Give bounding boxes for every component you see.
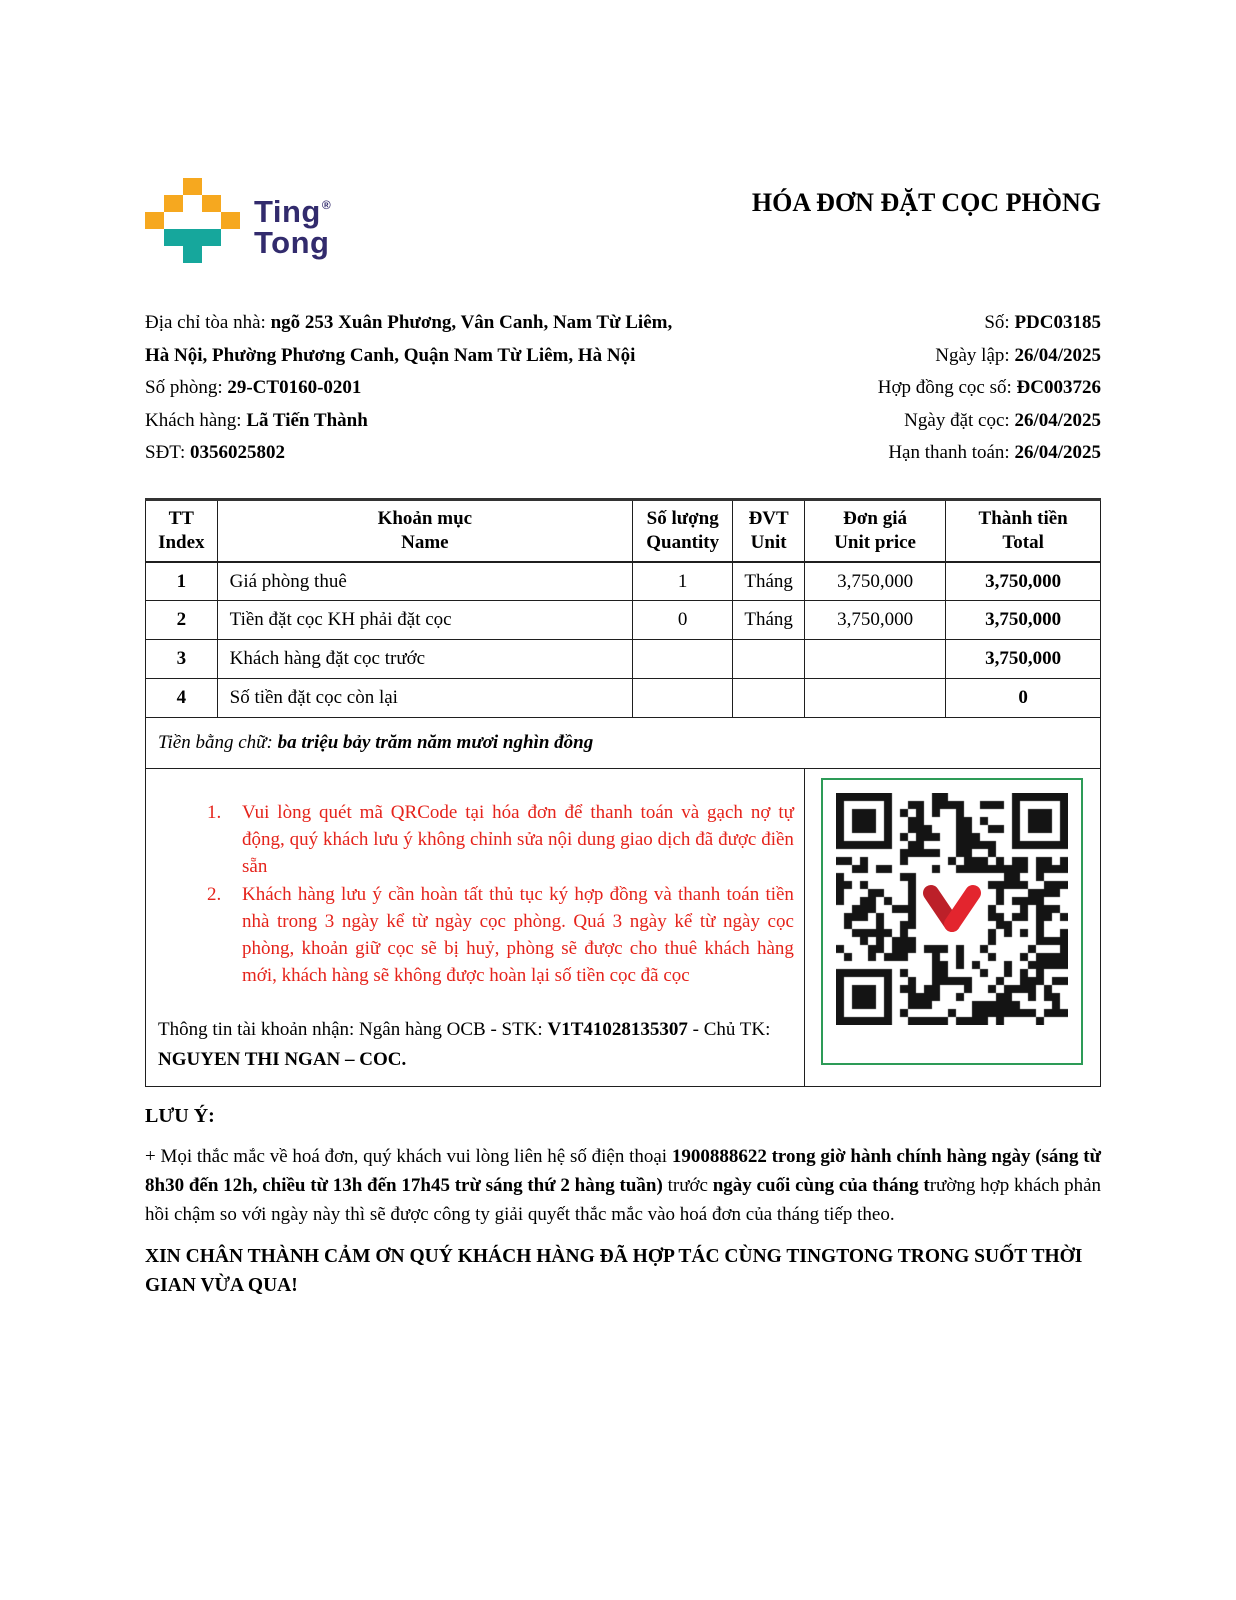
room-value: 29-CT0160-0201 bbox=[227, 377, 362, 399]
amount-in-words-row bbox=[146, 718, 1101, 769]
logo-word1: Ting® bbox=[254, 194, 332, 229]
table-row: 1 Giá phòng thuê 1 Tháng 3,750,000 3,750,000 bbox=[146, 562, 1101, 601]
deposit-date: 26/04/2025 bbox=[1014, 409, 1101, 431]
invoice-table bbox=[145, 498, 1101, 1088]
notes-cell bbox=[146, 769, 805, 1087]
contract-line: Hợp đồng cọc số: ĐC003726 bbox=[877, 377, 1101, 399]
header-total: Thành tiền Total bbox=[946, 499, 1101, 562]
vietqr-v-icon bbox=[915, 872, 989, 946]
due-date: 26/04/2025 bbox=[1014, 442, 1101, 464]
customer-label: Khách hàng: bbox=[145, 409, 247, 431]
address-value: ngõ 253 Xuân Phương, Vân Canh, Nam Từ Liêm, Hà Nội, Phường Phương Canh, Quận Nam Từ Liêm, Hà Nội bbox=[145, 312, 673, 366]
table-row: 4 Số tiền đặt cọc còn lại 0 bbox=[146, 679, 1101, 718]
header-unit: ĐVT Unit bbox=[733, 499, 805, 562]
header-unit-price: Đơn giá Unit price bbox=[804, 499, 945, 562]
table-row: 2 Tiền đặt cọc KH phải đặt cọc 0 Tháng 3,750,000 3,750,000 bbox=[146, 601, 1101, 640]
qr-frame bbox=[821, 778, 1083, 1065]
invoice-number: PDC03185 bbox=[1014, 312, 1101, 333]
invoice-document bbox=[145, 0, 1101, 1300]
logo-wordmark bbox=[254, 190, 331, 258]
phone-line bbox=[145, 437, 690, 470]
room-label: Số phòng: bbox=[145, 377, 228, 399]
invoice-title: HÓA ĐƠN ĐẶT CỌC PHÒNG bbox=[751, 188, 1101, 217]
deposit-date-line: Ngày đặt cọc: 26/04/2025 bbox=[904, 409, 1101, 431]
notes-row bbox=[146, 769, 1101, 1087]
table-row: 3 Khách hàng đặt cọc trước 3,750,000 bbox=[146, 640, 1101, 679]
payment-notes-list bbox=[156, 799, 794, 989]
customer-value: Lã Tiến Thành bbox=[246, 409, 368, 431]
bank-account-number: V1T41028135307 bbox=[547, 1019, 688, 1041]
invoice-info bbox=[145, 307, 1101, 470]
header-quantity: Số lượng Quantity bbox=[633, 499, 733, 562]
customer-line bbox=[145, 405, 690, 438]
header-name: Khoản mục Name bbox=[217, 499, 632, 562]
address-label: Địa chỉ tòa nhà: bbox=[145, 312, 271, 333]
due-date-line: Hạn thanh toán: 26/04/2025 bbox=[888, 442, 1101, 464]
invoice-number-line: Số: PDC03185 bbox=[984, 312, 1101, 333]
logo-word2: Tong bbox=[254, 225, 330, 260]
header bbox=[145, 178, 1101, 263]
payment-note: 2. Khách hàng lưu ý cần hoàn tất thủ tục ký hợp đồng và thanh toán tiền nhà trong 3 ngày kể từ ngày cọc phòng. Quá 3 ngày kể từ ngày cọc phòng, khoản giữ cọc sẽ bị huỷ, phòng sẽ được cho thuê khách hàng mới, khách hàng sẽ không được hoàn lại số tiền cọc đã cọc bbox=[226, 881, 794, 989]
header-index: TT Index bbox=[146, 499, 218, 562]
amount-in-words-label: Tiền bằng chữ: bbox=[158, 732, 278, 754]
thank-you-message: XIN CHÂN THÀNH CẢM ƠN QUÝ KHÁCH HÀNG ĐÃ HỢP TÁC CÙNG TINGTONG TRONG SUỐT THỜI GIAN VỪA QUA! bbox=[145, 1246, 1083, 1297]
issue-date: 26/04/2025 bbox=[1014, 344, 1101, 366]
contract-number: ĐC003726 bbox=[1016, 377, 1101, 399]
hotline-number: 1900888622 trong giờ hành chính hàng ngày (sáng từ 8h30 đến 12h, chiều từ 13h đến 17h45 trừ sáng thứ 2 hàng tuần) bbox=[145, 1146, 1101, 1197]
phone-value: 0356025802 bbox=[189, 442, 285, 464]
amount-in-words-value: ba triệu bảy trăm năm mươi nghìn đồng bbox=[277, 732, 594, 754]
payment-note: 1. Vui lòng quét mã QRCode tại hóa đơn để thanh toán và gạch nợ tự động, quý khách lưu ý không chỉnh sửa nội dung giao dịch đã được điền sẵn bbox=[226, 799, 794, 880]
tingtong-logo-icon bbox=[145, 178, 240, 263]
qr-cell bbox=[804, 769, 1100, 1087]
tingtong-logo bbox=[145, 178, 331, 263]
registered-mark: ® bbox=[321, 198, 332, 212]
issue-date-line: Ngày lập: 26/04/2025 bbox=[935, 344, 1101, 366]
phone-label: SĐT: bbox=[145, 442, 190, 464]
info-left-block bbox=[145, 307, 690, 470]
bank-account-holder: NGUYEN THI NGAN – COC. bbox=[158, 1049, 407, 1071]
info-right-block bbox=[751, 307, 1101, 470]
bank-account-info: Thông tin tài khoản nhận: Ngân hàng OCB - STK: V1T41028135307 - Chủ TK: NGUYEN THI NGAN – COC. bbox=[158, 1019, 771, 1071]
room-line bbox=[145, 372, 690, 405]
notice-heading: LƯU Ý: bbox=[145, 1105, 215, 1128]
table-header bbox=[146, 499, 1101, 562]
notice-paragraph: + Mọi thắc mắc về hoá đơn, quý khách vui lòng liên hệ số điện thoại 1900888622 trong giờ hành chính hàng ngày (sáng từ 8h30 đến 12h, chiều từ 13h đến 17h45 trừ sáng thứ 2 hàng tuần) trước ngày cuối cùng của tháng trường hợp khách phản hồi chậm so với ngày này thì sẽ được công ty giải quyết thắc mắc vào hoá đơn của tháng tiếp theo. bbox=[145, 1146, 1102, 1225]
